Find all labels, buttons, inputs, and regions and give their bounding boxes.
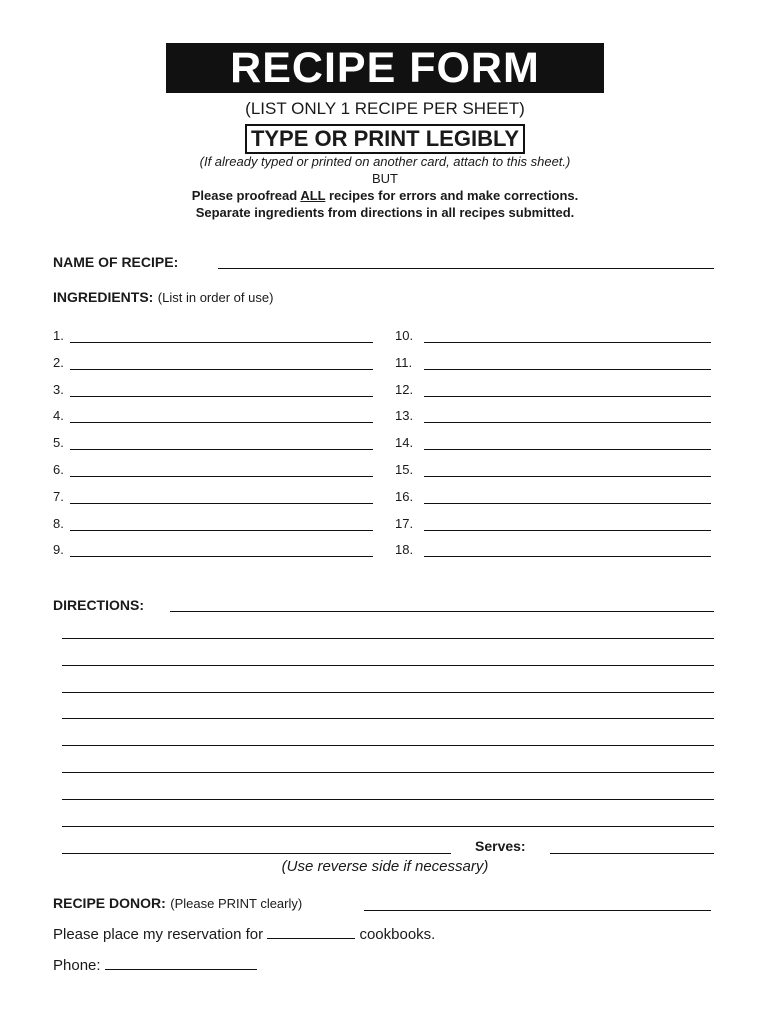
ingredient-right-row bbox=[395, 408, 711, 424]
ingredient-field[interactable] bbox=[70, 556, 373, 557]
ingredient-field[interactable] bbox=[424, 556, 711, 557]
reservation-prefix: Please place my reservation for bbox=[53, 926, 264, 943]
ingredient-number: 3. bbox=[53, 381, 64, 397]
but-note: BUT bbox=[372, 171, 398, 186]
ingredient-number: 2. bbox=[53, 354, 64, 370]
ingredient-field[interactable] bbox=[424, 422, 711, 423]
ingredient-number: 6. bbox=[53, 462, 64, 477]
ingredient-number: 14. bbox=[395, 435, 414, 451]
proofread-note bbox=[0, 188, 770, 203]
proofread-prefix: Please proofread bbox=[191, 188, 301, 203]
ingredient-number: 5. bbox=[53, 435, 64, 451]
ingredient-number: 16. bbox=[395, 488, 414, 504]
directions-line[interactable] bbox=[62, 718, 714, 719]
ingredient-left-row bbox=[53, 542, 373, 558]
ingredient-field[interactable] bbox=[424, 396, 711, 397]
ingredient-number: 18. bbox=[395, 542, 414, 558]
ingredient-right-row bbox=[395, 516, 711, 532]
reservation-row bbox=[53, 926, 435, 943]
ingredient-right-row bbox=[395, 542, 711, 558]
ingredient-field[interactable] bbox=[424, 476, 711, 477]
ingredient-number: 7. bbox=[53, 488, 64, 504]
ingredient-number: 11. bbox=[395, 354, 413, 370]
phone-field[interactable] bbox=[105, 968, 257, 970]
ingredient-left-row bbox=[53, 462, 373, 478]
phone-row bbox=[53, 957, 257, 974]
directions-line[interactable] bbox=[62, 799, 714, 800]
ingredient-right-row bbox=[395, 462, 711, 478]
ingredient-left-row bbox=[53, 328, 373, 344]
ingredient-right-row bbox=[395, 435, 711, 451]
directions-line[interactable] bbox=[62, 638, 714, 639]
directions-line[interactable] bbox=[62, 826, 714, 827]
ingredient-field[interactable] bbox=[70, 503, 373, 504]
ingredient-left-row bbox=[53, 435, 373, 451]
ingredient-right-row bbox=[395, 328, 711, 344]
ingredient-number: 9. bbox=[53, 542, 64, 558]
ingredients-label: INGREDIENTS: bbox=[53, 289, 154, 305]
directions-line[interactable] bbox=[62, 692, 714, 693]
form-title: RECIPE FORM bbox=[166, 43, 604, 93]
ingredients-header bbox=[53, 289, 273, 307]
ingredient-field[interactable] bbox=[424, 530, 711, 531]
ingredient-number: 13. bbox=[395, 408, 414, 424]
ingredient-left-row bbox=[53, 408, 373, 424]
serves-field[interactable] bbox=[550, 853, 714, 854]
ingredient-right-row bbox=[395, 382, 711, 398]
proofread-suffix: recipes for errors and make corrections. bbox=[325, 188, 579, 203]
boxed-heading: TYPE OR PRINT LEGIBLY bbox=[245, 124, 525, 154]
ingredient-number: 12. bbox=[395, 381, 414, 397]
ingredient-number: 17. bbox=[395, 515, 414, 531]
ingredient-field[interactable] bbox=[70, 530, 373, 531]
form-subtitle: (LIST ONLY 1 RECIPE PER SHEET) bbox=[245, 99, 525, 118]
phone-label: Phone: bbox=[53, 957, 101, 974]
recipe-name-field[interactable] bbox=[218, 268, 714, 269]
ingredient-number: 1. bbox=[53, 328, 64, 343]
proofread-all: ALL bbox=[300, 188, 326, 203]
ingredient-number: 8. bbox=[53, 515, 64, 531]
ingredient-field[interactable] bbox=[70, 449, 373, 450]
attach-note: (If already typed or printed on another card, attach to this sheet.) bbox=[199, 154, 571, 169]
ingredient-left-row bbox=[53, 489, 373, 505]
ingredient-left-row bbox=[53, 382, 373, 398]
ingredient-field[interactable] bbox=[70, 396, 373, 397]
ingredient-field[interactable] bbox=[424, 369, 711, 370]
ingredient-left-row bbox=[53, 516, 373, 532]
directions-line[interactable] bbox=[62, 772, 714, 773]
ingredient-right-row bbox=[395, 355, 711, 371]
ingredient-number: 10. bbox=[395, 328, 414, 343]
separate-note: Separate ingredients from directions in all recipes submitted. bbox=[195, 205, 575, 220]
donor-hint: (Please PRINT clearly) bbox=[170, 896, 303, 911]
ingredient-field[interactable] bbox=[70, 369, 373, 370]
boxed-heading-wrap bbox=[0, 124, 770, 154]
ingredients-hint: (List in order of use) bbox=[157, 290, 274, 305]
reservation-quantity-field[interactable] bbox=[267, 937, 355, 939]
ingredient-field[interactable] bbox=[424, 449, 711, 450]
directions-line-last[interactable] bbox=[62, 853, 451, 854]
directions-line[interactable] bbox=[62, 665, 714, 666]
recipe-name-label: NAME OF RECIPE: bbox=[53, 254, 179, 270]
ingredient-left-row bbox=[53, 355, 373, 371]
serves-label: Serves: bbox=[475, 838, 526, 854]
ingredient-field[interactable] bbox=[424, 342, 711, 343]
ingredient-field[interactable] bbox=[70, 342, 373, 343]
ingredient-field[interactable] bbox=[424, 503, 711, 504]
ingredient-number: 15. bbox=[395, 462, 414, 477]
ingredient-number: 4. bbox=[53, 408, 64, 424]
donor-field[interactable] bbox=[364, 910, 711, 911]
directions-line[interactable] bbox=[62, 745, 714, 746]
donor-row bbox=[53, 895, 302, 913]
reverse-side-note: (Use reverse side if necessary) bbox=[281, 858, 489, 875]
directions-label: DIRECTIONS: bbox=[53, 597, 144, 613]
donor-label: RECIPE DONOR: bbox=[53, 895, 166, 911]
directions-line-0[interactable] bbox=[170, 611, 714, 612]
ingredient-field[interactable] bbox=[70, 476, 373, 477]
reservation-suffix: cookbooks. bbox=[359, 926, 436, 943]
ingredient-field[interactable] bbox=[70, 422, 373, 423]
ingredient-right-row bbox=[395, 489, 711, 505]
